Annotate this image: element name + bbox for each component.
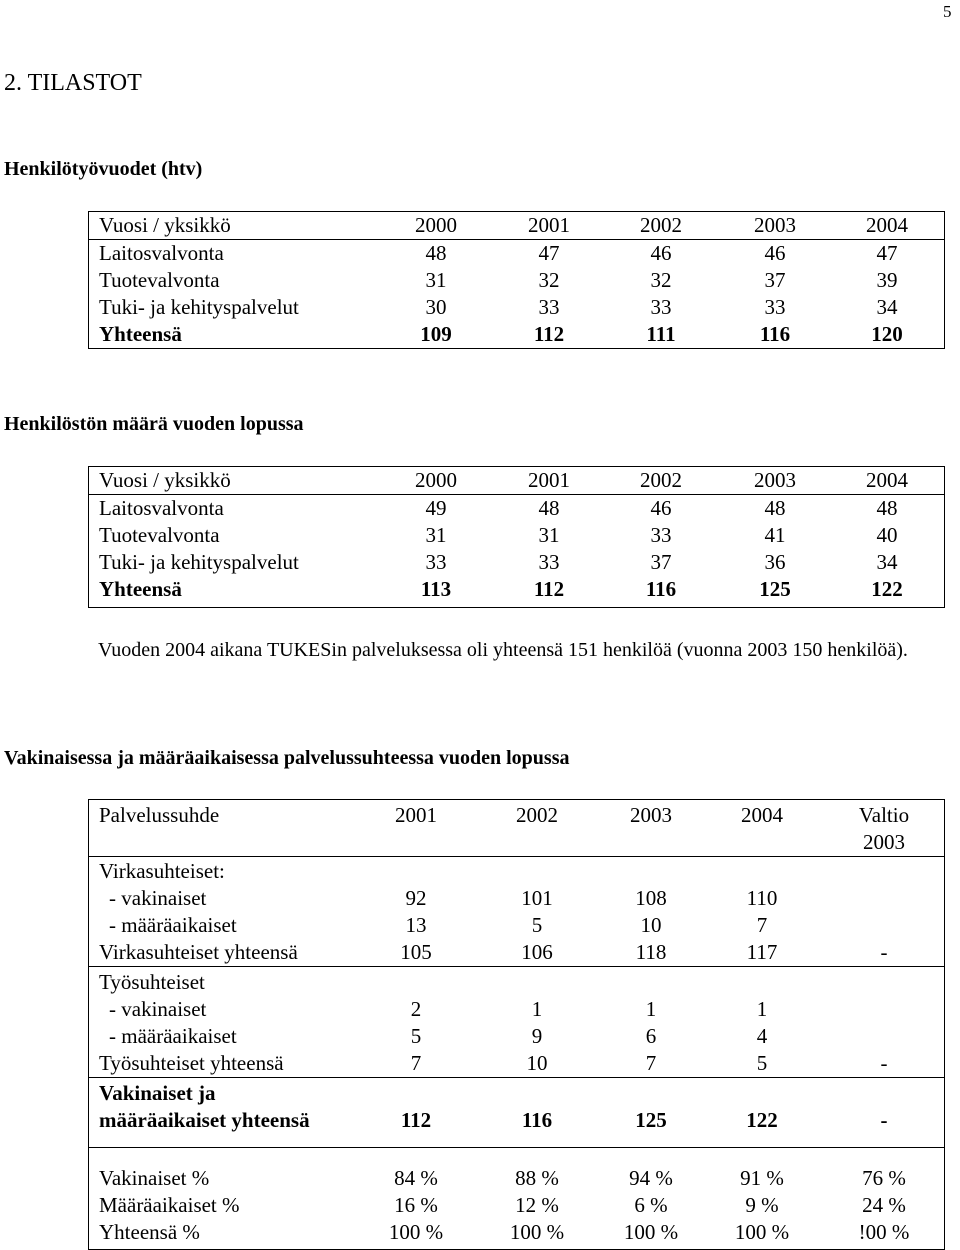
- table-row: [89, 1079, 944, 1107]
- cell-value: 33: [650, 295, 672, 319]
- cell-value: 2004: [866, 213, 908, 237]
- cell-value: 2004: [741, 803, 783, 827]
- cell-value: 116: [759, 322, 791, 346]
- table-row: [89, 995, 944, 1023]
- row-label: Yhteensä: [99, 322, 182, 346]
- table-row: [89, 857, 944, 885]
- cell-value: 92: [405, 886, 427, 910]
- cell-value: 100 %: [388, 1220, 444, 1244]
- row-label: määräaikaiset yhteensä: [99, 1108, 310, 1132]
- header-divider: [89, 239, 944, 240]
- cell-value: 1: [531, 997, 543, 1021]
- cell-value: 9: [531, 1024, 543, 1048]
- cell-value: 37: [764, 268, 786, 292]
- cell-value: 7: [410, 1051, 422, 1075]
- cell-value: 118: [635, 940, 667, 964]
- cell-value: 48: [425, 241, 447, 265]
- row-label: Vuosi / yksikkö: [99, 213, 231, 237]
- table3-header-row2: [89, 828, 944, 856]
- state-header: Valtio: [858, 803, 910, 827]
- cell-value: 5: [410, 1024, 422, 1048]
- cell-value: 106: [521, 940, 553, 964]
- row-divider: [89, 966, 944, 967]
- cell-value: 94 %: [629, 1166, 673, 1190]
- percent-row: [89, 1218, 944, 1246]
- cell-value: 5: [531, 913, 543, 937]
- cell-value: 33: [650, 523, 672, 547]
- cell-value: 4: [756, 1024, 768, 1048]
- cell-value: 46: [764, 241, 786, 265]
- header-divider: [89, 494, 944, 495]
- employment-table: [88, 799, 945, 1250]
- cell-value: 33: [538, 295, 560, 319]
- cell-value: 112: [533, 322, 565, 346]
- row-label: Vuosi / yksikkö: [99, 468, 231, 492]
- cell-value: 2003: [630, 803, 672, 827]
- cell-value: 125: [635, 1108, 667, 1132]
- row-label: Määräaikaiset %: [99, 1193, 240, 1217]
- cell-value: 36: [764, 550, 786, 574]
- table3-header-row: [89, 801, 944, 829]
- cell-value: 122: [746, 1108, 778, 1132]
- cell-value: 31: [538, 523, 560, 547]
- cell-value: 113: [420, 577, 452, 601]
- state-value: 24 %: [862, 1193, 906, 1217]
- cell-value: 91 %: [740, 1166, 784, 1190]
- cell-value: 6 %: [634, 1193, 668, 1217]
- row-label: - vakinaiset: [109, 997, 207, 1021]
- row-divider: [89, 1147, 944, 1148]
- row-label: Laitosvalvonta: [99, 496, 224, 520]
- state-value: !00 %: [858, 1220, 910, 1244]
- cell-value: 33: [764, 295, 786, 319]
- cell-value: 2000: [415, 468, 457, 492]
- cell-value: 122: [871, 577, 903, 601]
- cell-value: 2002: [640, 468, 682, 492]
- row-label: - määräaikaiset: [109, 913, 237, 937]
- cell-value: 48: [538, 496, 560, 520]
- cell-value: 13: [405, 913, 427, 937]
- cell-value: 47: [538, 241, 560, 265]
- row-label: Työsuhteiset: [99, 970, 205, 994]
- cell-value: 100 %: [623, 1220, 679, 1244]
- table-row: [89, 968, 944, 996]
- cell-value: 41: [764, 523, 786, 547]
- cell-value: 7: [756, 913, 768, 937]
- row-divider: [89, 856, 944, 857]
- table-row: [89, 521, 944, 549]
- row-label: Työsuhteiset yhteensä: [99, 1051, 284, 1075]
- cell-value: 2004: [866, 468, 908, 492]
- row-label: Laitosvalvonta: [99, 241, 224, 265]
- table-row: [89, 1106, 944, 1134]
- row-label: Tuotevalvonta: [99, 268, 220, 292]
- cell-value: 112: [533, 577, 565, 601]
- cell-value: 100 %: [509, 1220, 565, 1244]
- table-row: [89, 938, 944, 966]
- cell-value: 2001: [528, 213, 570, 237]
- cell-value: 34: [876, 295, 898, 319]
- section-title: 2. TILASTOT: [4, 70, 142, 96]
- cell-value: 109: [420, 322, 452, 346]
- row-label: Vakinaiset ja: [99, 1081, 216, 1105]
- cell-value: 48: [876, 496, 898, 520]
- cell-value: 12 %: [515, 1193, 559, 1217]
- table1-title: Henkilötyövuodet (htv): [4, 158, 203, 180]
- state-value: -: [880, 1051, 888, 1075]
- cell-value: 2000: [415, 213, 457, 237]
- row-label: Tuki- ja kehityspalvelut: [99, 295, 299, 319]
- cell-value: 6: [645, 1024, 657, 1048]
- table2-title: Henkilöstön määrä vuoden lopussa: [4, 413, 304, 435]
- cell-value: 84 %: [394, 1166, 438, 1190]
- row-label: Tuki- ja kehityspalvelut: [99, 550, 299, 574]
- cell-value: 125: [759, 577, 791, 601]
- cell-value: 2002: [640, 213, 682, 237]
- cell-value: 117: [746, 940, 778, 964]
- table-row: [89, 293, 944, 321]
- table-row: [89, 1022, 944, 1050]
- cell-value: 16 %: [394, 1193, 438, 1217]
- cell-value: 33: [425, 550, 447, 574]
- cell-value: 9 %: [745, 1193, 779, 1217]
- cell-value: 116: [645, 577, 677, 601]
- row-label: - määräaikaiset: [109, 1024, 237, 1048]
- row-label: Tuotevalvonta: [99, 523, 220, 547]
- cell-value: 5: [756, 1051, 768, 1075]
- row-label: Vakinaiset %: [99, 1166, 210, 1190]
- row-divider: [89, 1077, 944, 1078]
- cell-value: 7: [645, 1051, 657, 1075]
- table-row: [89, 548, 944, 576]
- cell-value: 33: [538, 550, 560, 574]
- cell-value: 101: [521, 886, 553, 910]
- table2-header-row: [89, 466, 944, 494]
- table-row: [89, 266, 944, 294]
- cell-value: 32: [650, 268, 672, 292]
- cell-value: 48: [764, 496, 786, 520]
- cell-value: 2003: [754, 213, 796, 237]
- cell-value: 40: [876, 523, 898, 547]
- percent-row: [89, 1191, 944, 1219]
- cell-value: 105: [400, 940, 432, 964]
- cell-value: 108: [635, 886, 667, 910]
- cell-value: 34: [876, 550, 898, 574]
- state-header-year: 2003: [863, 830, 905, 854]
- cell-value: 120: [871, 322, 903, 346]
- row-label: Yhteensä: [99, 577, 182, 601]
- cell-value: 2003: [754, 468, 796, 492]
- cell-value: 2001: [395, 803, 437, 827]
- cell-value: 31: [425, 268, 447, 292]
- state-value: -: [880, 940, 888, 964]
- cell-value: 46: [650, 496, 672, 520]
- cell-value: 2001: [528, 468, 570, 492]
- cell-value: 49: [425, 496, 447, 520]
- cell-value: 10: [640, 913, 662, 937]
- cell-value: 32: [538, 268, 560, 292]
- htv-table: [88, 211, 945, 349]
- cell-value: 37: [650, 550, 672, 574]
- cell-value: 2: [410, 997, 422, 1021]
- cell-value: 31: [425, 523, 447, 547]
- percent-row: [89, 1164, 944, 1192]
- headcount-table: [88, 466, 945, 608]
- cell-value: 100 %: [734, 1220, 790, 1244]
- cell-value: 116: [521, 1108, 553, 1132]
- state-value: -: [880, 1108, 888, 1132]
- table1-header-row: [89, 211, 944, 239]
- table-row: [89, 320, 944, 348]
- row-label: Yhteensä %: [99, 1220, 200, 1244]
- cell-value: 1: [645, 997, 657, 1021]
- cell-value: 10: [526, 1051, 548, 1075]
- table-row: [89, 575, 944, 603]
- cell-value: 30: [425, 295, 447, 319]
- cell-value: 47: [876, 241, 898, 265]
- row-label: - vakinaiset: [109, 886, 207, 910]
- cell-value: 110: [746, 886, 778, 910]
- table-row: [89, 911, 944, 939]
- page-number: 5: [943, 2, 952, 21]
- cell-value: 46: [650, 241, 672, 265]
- cell-value: 112: [400, 1108, 432, 1132]
- table-row: [89, 494, 944, 522]
- cell-value: 88 %: [515, 1166, 559, 1190]
- row-label: Virkasuhteiset yhteensä: [99, 940, 298, 964]
- headcount-paragraph: Vuoden 2004 aikana TUKESin palveluksessa oli yhteensä 151 henkilöä (vuonna 2003 150 henkilöä).: [98, 639, 908, 661]
- table-row: [89, 1049, 944, 1077]
- table-row: [89, 239, 944, 267]
- cell-value: 1: [756, 997, 768, 1021]
- row-label: Virkasuhteiset:: [99, 859, 225, 883]
- cell-value: 2002: [516, 803, 558, 827]
- row-label: Palvelussuhde: [99, 803, 220, 827]
- table-row: [89, 884, 944, 912]
- cell-value: 39: [876, 268, 898, 292]
- cell-value: 111: [646, 322, 676, 346]
- table3-title: Vakinaisessa ja määräaikaisessa palvelussuhteessa vuoden lopussa: [4, 747, 570, 769]
- state-value: 76 %: [862, 1166, 906, 1190]
